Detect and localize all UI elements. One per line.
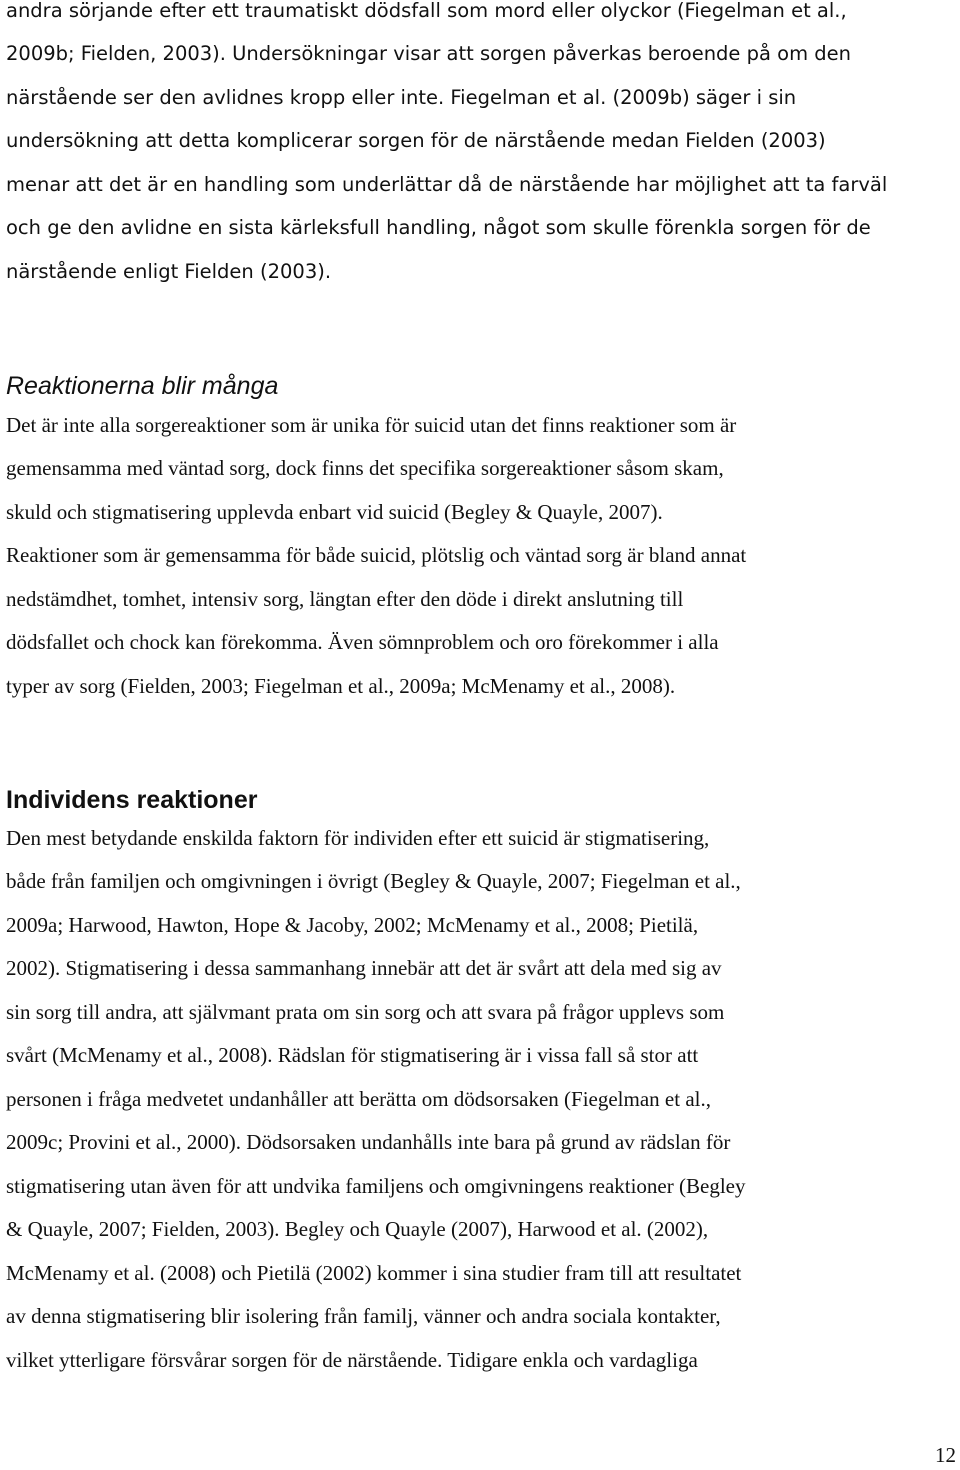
paragraph-line: Det är inte alla sorgereaktioner som är unika för suicid utan det finns reaktioner som är: [6, 413, 737, 437]
paragraph-line: & Quayle, 2007; Fielden, 2003). Begley och Quayle (2007), Harwood et al. (2002),: [6, 1217, 709, 1241]
paragraph-line: och ge den avlidne en sista kärleksfull handling, något som skulle förenkla sorgen för de: [6, 216, 871, 239]
paragraph-line: andra sörjande efter ett traumatiskt dödsfall som mord eller olyckor (Fiegelman et al.,: [6, 0, 847, 22]
paragraph-line: sin sorg till andra, att självmant prata om sin sorg och att svara på frågor upplevs som: [6, 1000, 725, 1024]
paragraph-line: typer av sorg (Fielden, 2003; Fiegelman et al., 2009a; McMenamy et al., 2008).: [6, 674, 676, 698]
section-heading-reaktionerna: Reaktionerna blir många: [6, 372, 279, 400]
paragraph-line: skuld och stigmatisering upplevda enbart vid suicid (Begley & Quayle, 2007).: [6, 500, 663, 524]
paragraph-line: 2009c; Provini et al., 2000). Dödsorsaken undanhålls inte bara på grund av rädslan för: [6, 1130, 731, 1154]
paragraph-line: Den mest betydande enskilda faktorn för individen efter ett suicid är stigmatisering,: [6, 826, 710, 850]
paragraph-line: stigmatisering utan även för att undvika familjens och omgivningens reaktioner (Begley: [6, 1174, 746, 1198]
paragraph-line: närstående enligt Fielden (2003).: [6, 260, 332, 283]
paragraph-line: svårt (McMenamy et al., 2008). Rädslan för stigmatisering är i vissa fall så stor att: [6, 1043, 699, 1067]
paragraph-line: både från familjen och omgivningen i övrigt (Begley & Quayle, 2007; Fiegelman et al.,: [6, 869, 741, 893]
paragraph-line: menar att det är en handling som underlättar då de närstående har möjlighet att ta farväl: [6, 173, 888, 196]
paragraph-line: vilket ytterligare försvårar sorgen för de närstående. Tidigare enkla och vardagliga: [6, 1348, 698, 1372]
paragraph-line: 2009b; Fielden, 2003). Undersökningar visar att sorgen påverkas beroende på om den: [6, 42, 852, 65]
paragraph-line: av denna stigmatisering blir isolering från familj, vänner och andra sociala kontakter,: [6, 1304, 721, 1328]
paragraph-line: personen i fråga medvetet undanhåller att berätta om dödsorsaken (Fiegelman et al.,: [6, 1087, 711, 1111]
paragraph-line: 2002). Stigmatisering i dessa sammanhang innebär att det är svårt att dela med sig av: [6, 956, 722, 980]
paragraph-line: nedstämdhet, tomhet, intensiv sorg, längtan efter den döde i direkt anslutning till: [6, 587, 684, 611]
paragraph-line: McMenamy et al. (2008) och Pietilä (2002) kommer i sina studier fram till att resultatet: [6, 1261, 742, 1285]
page-number: 12: [935, 1443, 956, 1467]
paragraph-line: Reaktioner som är gemensamma för både suicid, plötslig och väntad sorg är bland annat: [6, 543, 747, 567]
paragraph-line: dödsfallet och chock kan förekomma. Även sömnproblem och oro förekommer i alla: [6, 630, 719, 654]
paragraph-line: närstående ser den avlidnes kropp eller inte. Fiegelman et al. (2009b) säger i sin: [6, 86, 797, 109]
section-heading-individens: Individens reaktioner: [6, 786, 258, 814]
paragraph-line: undersökning att detta komplicerar sorgen för de närstående medan Fielden (2003): [6, 129, 826, 152]
paragraph-line: gemensamma med väntad sorg, dock finns det specifika sorgereaktioner såsom skam,: [6, 456, 724, 480]
paragraph-line: 2009a; Harwood, Hawton, Hope & Jacoby, 2002; McMenamy et al., 2008; Pietilä,: [6, 913, 699, 937]
